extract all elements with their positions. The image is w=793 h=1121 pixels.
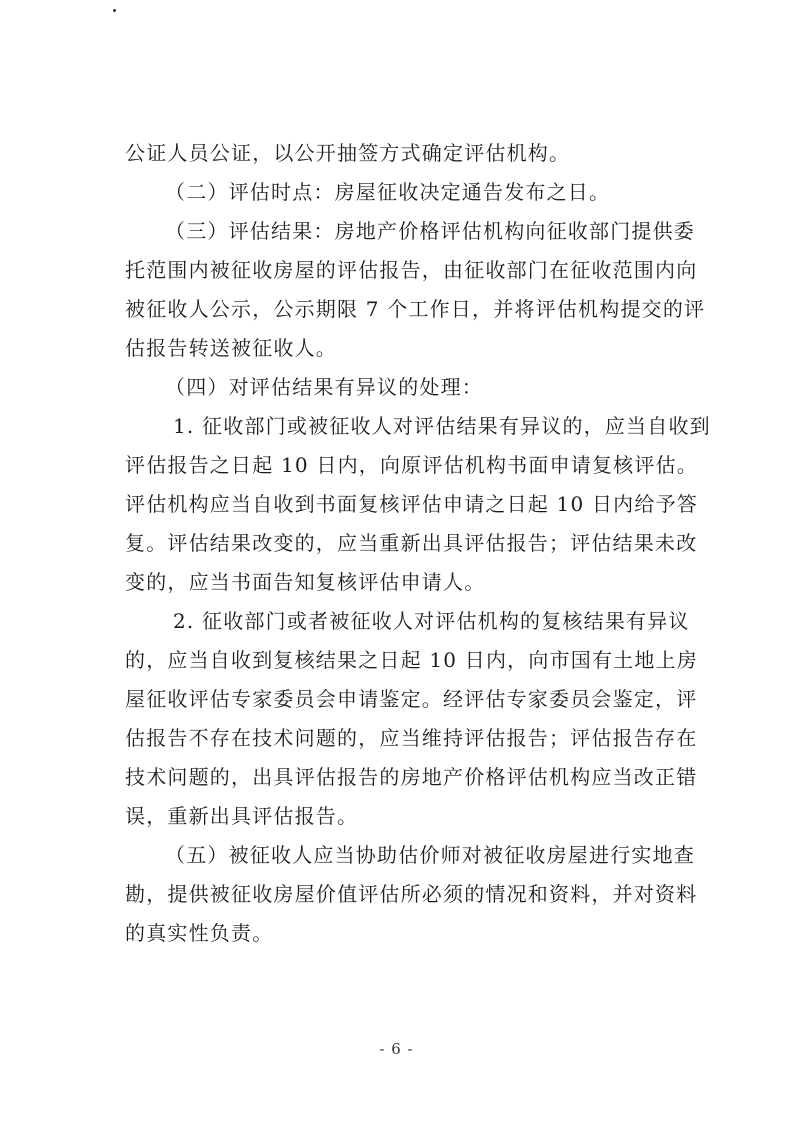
text-line: （四）对评估结果有异议的处理：: [165, 375, 483, 399]
text-line: 公证人员公证，以公开抽签方式确定评估机构。: [125, 141, 571, 165]
text-line: 误，重新出具评估报告。: [125, 804, 359, 828]
document-body: [125, 134, 711, 953]
page-number: - 6 -: [379, 1040, 414, 1058]
text-line: 估报告转送被征收人。: [125, 336, 337, 360]
text-line: 屋征收评估专家委员会申请鉴定。经评估专家委员会鉴定，评: [125, 687, 698, 711]
text-line: （三）评估结果：房地产价格评估机构向征收部门提供委: [165, 219, 695, 243]
text-line: 估报告不存在技术问题的，应当维持评估报告；评估报告存在: [125, 726, 698, 750]
scan-dot-mark: [113, 9, 116, 12]
text-line: （五）被征收人应当协助估价师对被征收房屋进行实地查: [165, 843, 695, 867]
text-line: 1. 征收部门或被征收人对评估结果有异议的，应当自收到: [173, 414, 711, 438]
text-line: （二）评估时点：房屋征收决定通告发布之日。: [165, 180, 611, 204]
text-line: 变的，应当书面告知复核评估申请人。: [125, 570, 486, 594]
text-line: 托范围内被征收房屋的评估报告，由征收部门在征收范围内向: [125, 258, 698, 282]
text-line: 被征收人公示，公示期限 7 个工作日，并将评估机构提交的评: [125, 297, 706, 321]
text-line: 2. 征收部门或者被征收人对评估机构的复核结果有异议: [173, 609, 690, 633]
text-line: 的真实性负责。: [125, 921, 274, 945]
text-line: 技术问题的，出具评估报告的房地产价格评估机构应当改正错: [125, 765, 698, 789]
text-line: 勘，提供被征收房屋价值评估所必须的情况和资料，并对资料: [125, 882, 698, 906]
text-line: 评估机构应当自收到书面复核评估申请之日起 10 日内给予答: [125, 492, 698, 516]
text-line: 评估报告之日起 10 日内，向原评估机构书面申请复核评估。: [125, 453, 698, 477]
text-line: 的，应当自收到复核结果之日起 10 日内，向市国有土地上房: [125, 648, 698, 672]
text-line: 复。评估结果改变的，应当重新出具评估报告；评估结果未改: [125, 531, 698, 555]
